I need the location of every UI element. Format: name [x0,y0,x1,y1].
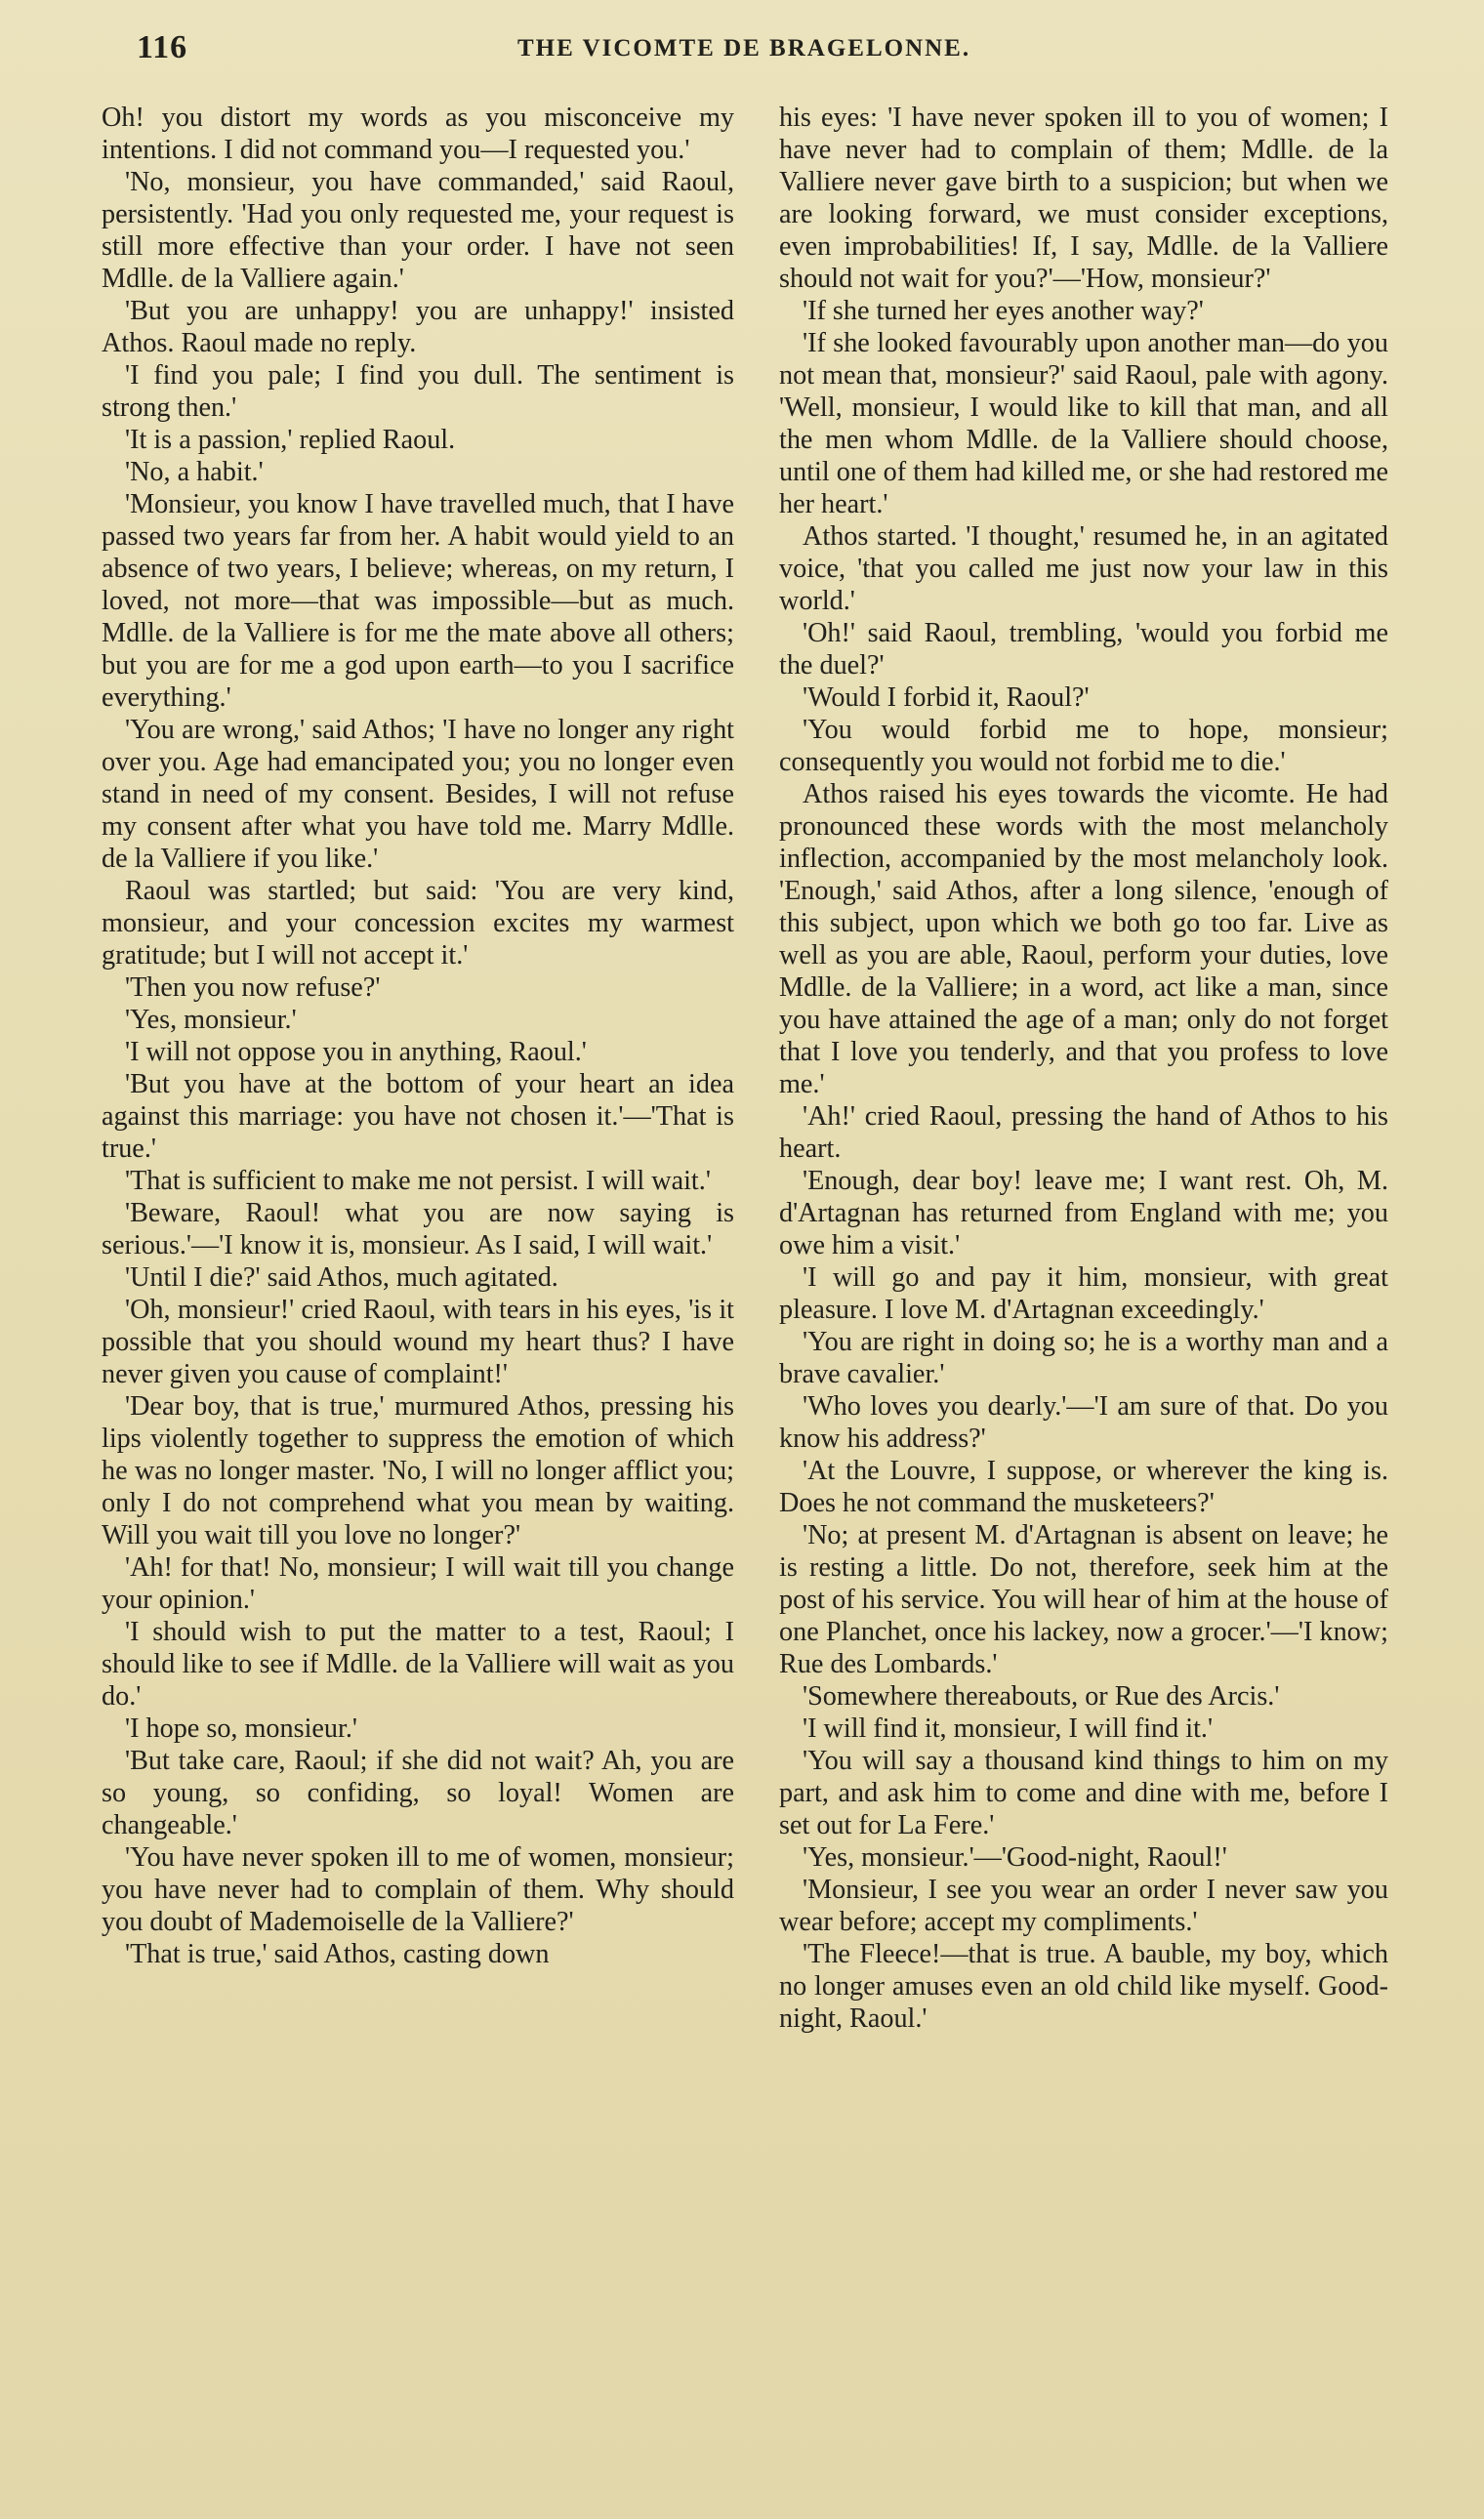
page-header [0,29,1484,78]
paragraph: 'I will not oppose you in anything, Raoul.' [125,1037,587,1067]
paragraph: 'It is a passion,' replied Raoul. [125,425,456,455]
paragraph: 'But you are unhappy! you are unhappy!' insisted Athos. Raoul made no reply. [102,296,734,358]
paragraph: his eyes: 'I have never spoken ill to you of women; I have never had to complain of them; Mdlle. de la Valliere never gave birth to a suspicion; but when we are looking forward, we must consider exceptions, even improbabilities! If, I say, Mdlle. de la Valliere should not wait for you?'—'How, monsieur?' [779,103,1388,294]
paragraph: 'Ah!' cried Raoul, pressing the hand of Athos to his heart. [779,1101,1388,1164]
paragraph: 'Monsieur, you know I have travelled much, that I have passed two years far from her. A habit would yield to an absence of two years, I believe; whereas, on my return, I loved, not more—that was impossible—but as much. Mdlle. de la Valliere is for me the mate above all others; but you are for me a god upon earth—to you I sacrifice everything.' [102,489,734,713]
paragraph: 'You will say a thousand kind things to him on my part, and ask him to come and dine with me, before I set out for La Fere.' [779,1746,1388,1840]
paragraph: 'No, a habit.' [125,457,264,487]
paragraph: 'I should wish to put the matter to a test, Raoul; I should like to see if Mdlle. de la Valliere will wait as you do.' [102,1617,734,1712]
paragraph: 'That is sufficient to make me not persist. I will wait.' [125,1166,711,1196]
paragraph: 'Then you now refuse?' [125,972,381,1003]
paragraph: 'Monsieur, I see you wear an order I never saw you wear before; accept my compliments.' [779,1875,1388,1937]
running-title: THE VICOMTE DE BRAGELONNE. [517,35,971,62]
paragraph: 'If she looked favourably upon another man—do you not mean that, monsieur?' said Raoul, pale with agony. 'Well, monsieur, I would like to kill that man, and all the men whom Mdlle. de la Valliere should choose, until one of them had killed me, or she had restored me her heart.' [779,328,1388,519]
paragraph: 'That is true,' said Athos, casting down [125,1939,550,1969]
page-number: 116 [137,29,188,65]
paragraph: 'Until I die?' said Athos, much agitated. [125,1262,558,1293]
paragraph: 'Enough, dear boy! leave me; I want rest. Oh, M. d'Artagnan has returned from England with me; you owe him a visit.' [779,1166,1388,1260]
left-column [102,102,734,1970]
paragraph: 'If she turned her eyes another way?' [803,296,1204,326]
paragraph: 'At the Louvre, I suppose, or wherever the king is. Does he not command the musketeers?' [779,1456,1388,1518]
paragraph: Raoul was startled; but said: 'You are very kind, monsieur, and your concession excites my warmest gratitude; but I will not accept it.' [102,876,734,970]
paragraph: 'I will go and pay it him, monsieur, with great pleasure. I love M. d'Artagnan exceedingly.' [779,1262,1388,1325]
paragraph: 'Yes, monsieur.' [125,1005,297,1035]
paragraph: Athos raised his eyes towards the vicomte. He had pronounced these words with the most melancholy inflection, accompanied by the most melancholy look. 'Enough,' said Athos, after a long silence, 'enough of this subject, upon which we both go too far. Live as well as you are able, Raoul, perform your duties, love Mdlle. de la Valliere; in a word, act like a man, since you have attained the age of a man; only do not forget that I love you tenderly, and that you profess to love me.' [779,779,1388,1099]
paragraph: 'I will find it, monsieur, I will find it.' [803,1714,1214,1744]
paragraph: 'I find you pale; I find you dull. The sentiment is strong then.' [102,360,734,423]
paragraph: 'Dear boy, that is true,' murmured Athos, pressing his lips violently together to suppress the emotion of which he was no longer master. 'No, I will no longer afflict you; only I do not comprehend what you mean by waiting. Will you wait till you love no longer?' [102,1391,734,1550]
paragraph: 'No, monsieur, you have commanded,' said Raoul, persistently. 'Had you only requested me, your request is still more effective than your order. I have not seen Mdlle. de la Valliere again.' [102,167,734,294]
paragraph: 'You would forbid me to hope, monsieur; consequently you would not forbid me to die.' [779,715,1388,777]
paragraph: Athos started. 'I thought,' resumed he, in an agitated voice, 'that you called me just now your law in this world.' [779,521,1388,616]
paragraph: 'But take care, Raoul; if she did not wait? Ah, you are so young, so confiding, so loyal! Women are changeable.' [102,1746,734,1840]
paragraph: 'You are wrong,' said Athos; 'I have no longer any right over you. Age had emancipated you; you no longer even stand in need of my consent. Besides, I will not refuse my consent after what you have told me. Marry Mdlle. de la Valliere if you like.' [102,715,734,874]
paragraph: 'You have never spoken ill to me of women, monsieur; you have never had to complain of them. Why should you doubt of Mademoiselle de la Valliere?' [102,1842,734,1937]
paragraph: 'Who loves you dearly.'—'I am sure of that. Do you know his address?' [779,1391,1388,1454]
paragraph: 'Yes, monsieur.'—'Good-night, Raoul!' [803,1842,1227,1873]
paragraph: 'Oh!' said Raoul, trembling, 'would you forbid me the duel?' [779,618,1388,681]
paragraph: 'No; at present M. d'Artagnan is absent on leave; he is resting a little. Do not, therefore, seek him at the post of his service. You will hear of him at the house of one Planchet, once his lackey, now a grocer.'—'I know; Rue des Lombards.' [779,1520,1388,1679]
right-column [779,102,1388,2035]
paragraph: 'I hope so, monsieur.' [125,1714,357,1744]
paragraph: 'Beware, Raoul! what you are now saying is serious.'—'I know it is, monsieur. As I said, I will wait.' [102,1198,734,1260]
paragraph: 'But you have at the bottom of your heart an idea against this marriage: you have not chosen it.'—'That is true.' [102,1069,734,1164]
paragraph: 'Oh, monsieur!' cried Raoul, with tears in his eyes, 'is it possible that you should wound my heart thus? I have never given you cause of complaint!' [102,1295,734,1389]
paragraph: 'The Fleece!—that is true. A bauble, my boy, which no longer amuses even an old child like myself. Good-night, Raoul.' [779,1939,1388,2034]
paragraph: 'Somewhere thereabouts, or Rue des Arcis.' [803,1681,1280,1712]
paragraph: Oh! you distort my words as you misconceive my intentions. I did not command you—I requested you.' [102,103,734,165]
paragraph: 'Ah! for that! No, monsieur; I will wait till you change your opinion.' [102,1552,734,1615]
paragraph: 'You are right in doing so; he is a worthy man and a brave cavalier.' [779,1327,1388,1389]
paragraph: 'Would I forbid it, Raoul?' [803,682,1090,713]
